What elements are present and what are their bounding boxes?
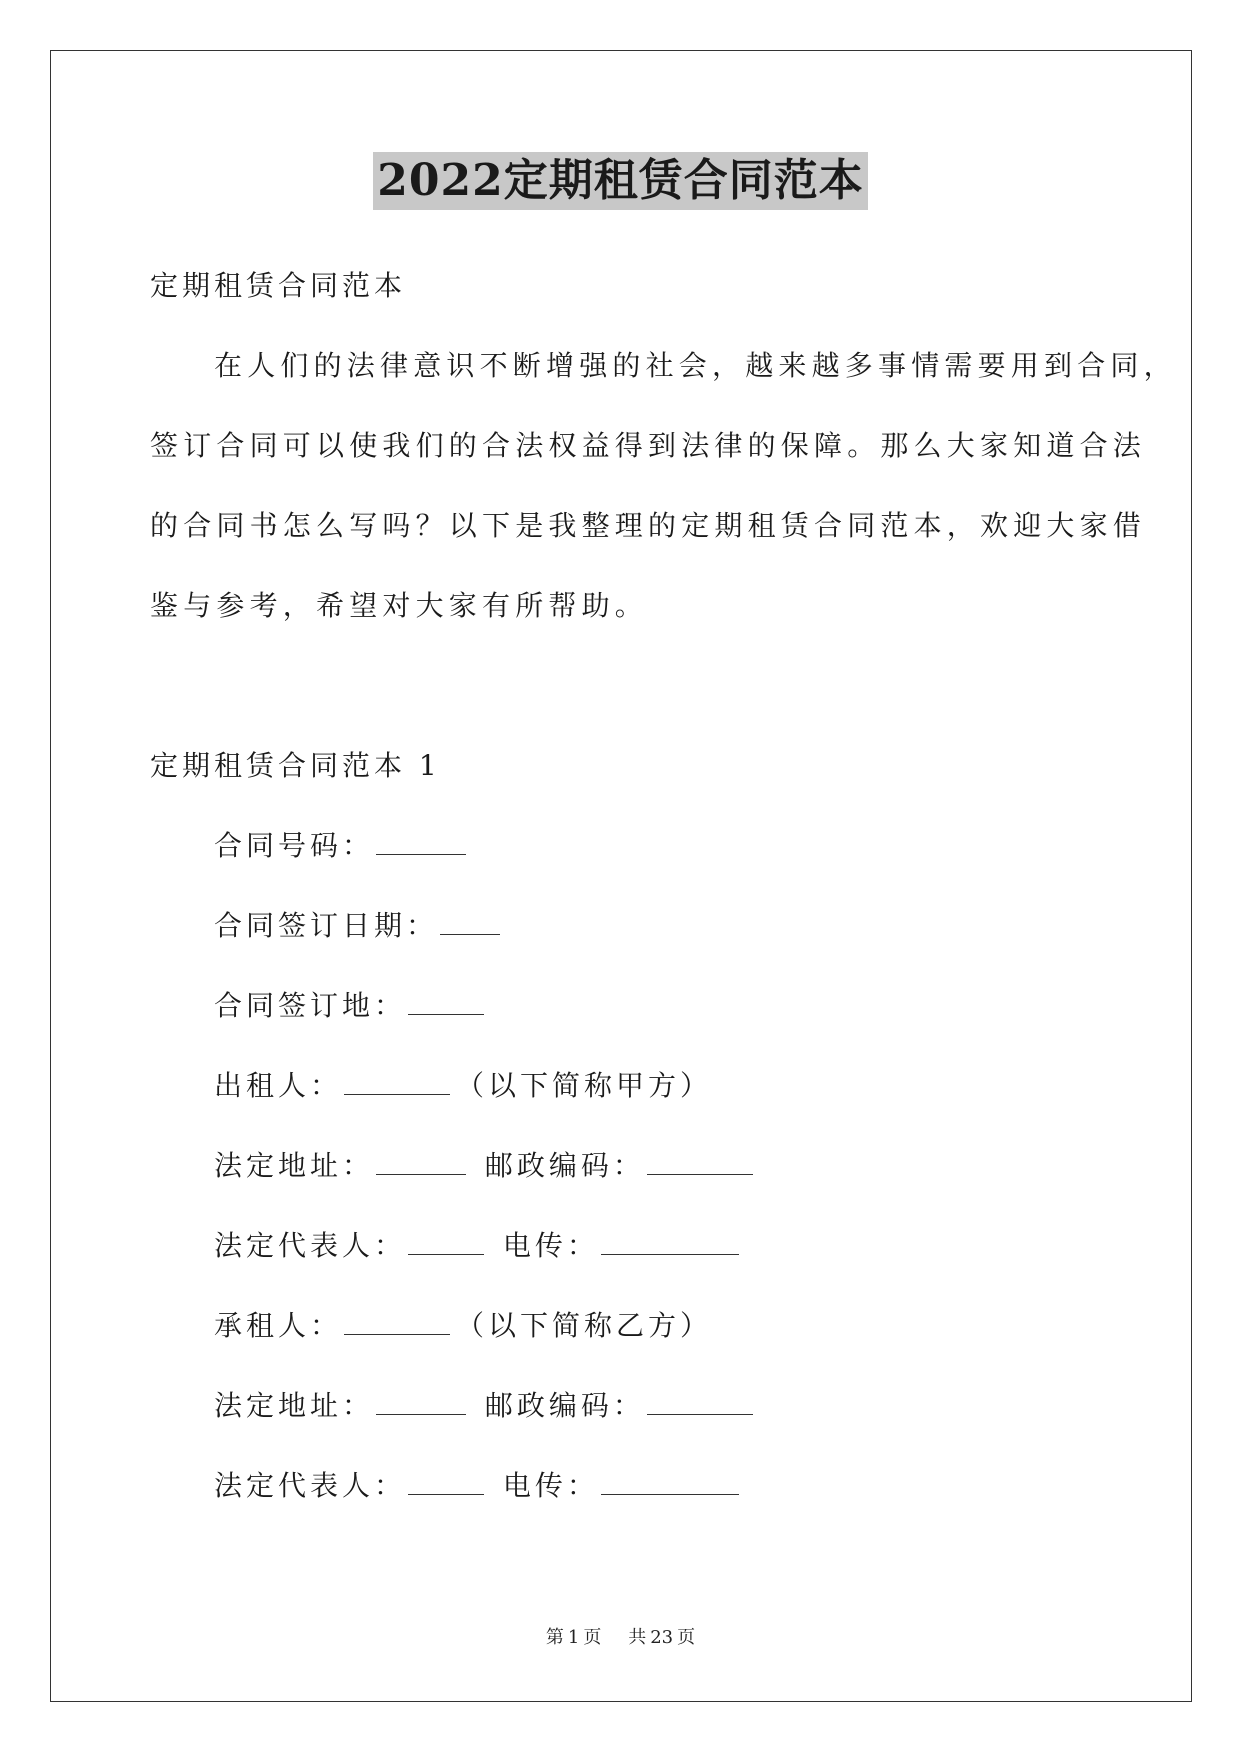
intro-line-3: 的合同书怎么写吗？以下是我整理的定期租赁合同范本，欢迎大家借 xyxy=(150,509,1147,542)
address-b-label: 法定地址： xyxy=(214,1389,375,1422)
document-subtitle: 定期租赁合同范本 xyxy=(150,269,407,302)
page-footer xyxy=(0,1626,1241,1650)
lessor-row xyxy=(214,1066,712,1106)
postcode-a-blank xyxy=(647,1148,753,1175)
intro-line-2: 签订合同可以使我们的合法权益得到法律的保障。那么大家知道合法 xyxy=(150,429,1147,462)
fax-b-label: 电传： xyxy=(502,1469,599,1502)
postcode-a-label: 邮政编码： xyxy=(484,1149,645,1182)
lessor-note: （以下简称甲方） xyxy=(456,1069,713,1102)
rep-a-row xyxy=(214,1226,745,1266)
total-pages: 23 xyxy=(650,1627,674,1648)
fax-a-label: 电传： xyxy=(502,1229,599,1262)
total-label-post: 页 xyxy=(677,1627,696,1648)
intro-line-4: 鉴与参考，希望对大家有所帮助。 xyxy=(150,589,649,622)
postcode-b-label: 邮政编码： xyxy=(484,1389,645,1422)
address-b-blank xyxy=(376,1388,466,1415)
lessee-row xyxy=(214,1306,712,1346)
contract-number-blank xyxy=(376,828,466,855)
address-a-blank xyxy=(376,1148,466,1175)
fax-b-blank xyxy=(601,1468,739,1495)
sign-date-blank xyxy=(440,908,500,935)
total-label-pre: 共 xyxy=(628,1627,647,1648)
lessor-blank xyxy=(344,1068,450,1095)
document-title: 2022定期租赁合同范本 xyxy=(373,152,867,210)
sign-place-blank xyxy=(408,988,484,1015)
lessor-label: 出租人： xyxy=(214,1069,343,1102)
rep-a-blank xyxy=(408,1228,484,1255)
lessee-blank xyxy=(344,1308,450,1335)
fax-a-blank xyxy=(601,1228,739,1255)
lessee-label: 承租人： xyxy=(214,1309,343,1342)
page-label-post: 页 xyxy=(583,1627,602,1648)
address-a-label: 法定地址： xyxy=(214,1149,375,1182)
section-heading: 定期租赁合同范本 1 xyxy=(150,749,441,782)
contract-number-row xyxy=(214,826,472,866)
lessee-note: （以下简称乙方） xyxy=(456,1309,713,1342)
rep-b-blank xyxy=(408,1468,484,1495)
page-number: 1 xyxy=(567,1627,580,1648)
address-b-row xyxy=(214,1386,759,1426)
rep-a-label: 法定代表人： xyxy=(214,1229,407,1262)
contract-number-label: 合同号码： xyxy=(214,829,375,862)
title-container xyxy=(0,152,1241,210)
page-label-pre: 第 xyxy=(545,1627,564,1648)
rep-b-label: 法定代表人： xyxy=(214,1469,407,1502)
sign-place-label: 合同签订地： xyxy=(214,989,407,1022)
postcode-b-blank xyxy=(647,1388,753,1415)
address-a-row xyxy=(214,1146,759,1186)
sign-date-row xyxy=(214,906,506,946)
intro-line-1: 在人们的法律意识不断增强的社会，越来越多事情需要用到合同， xyxy=(214,349,1177,382)
sign-date-label: 合同签订日期： xyxy=(214,909,439,942)
sign-place-row xyxy=(214,986,490,1026)
rep-b-row xyxy=(214,1466,745,1506)
